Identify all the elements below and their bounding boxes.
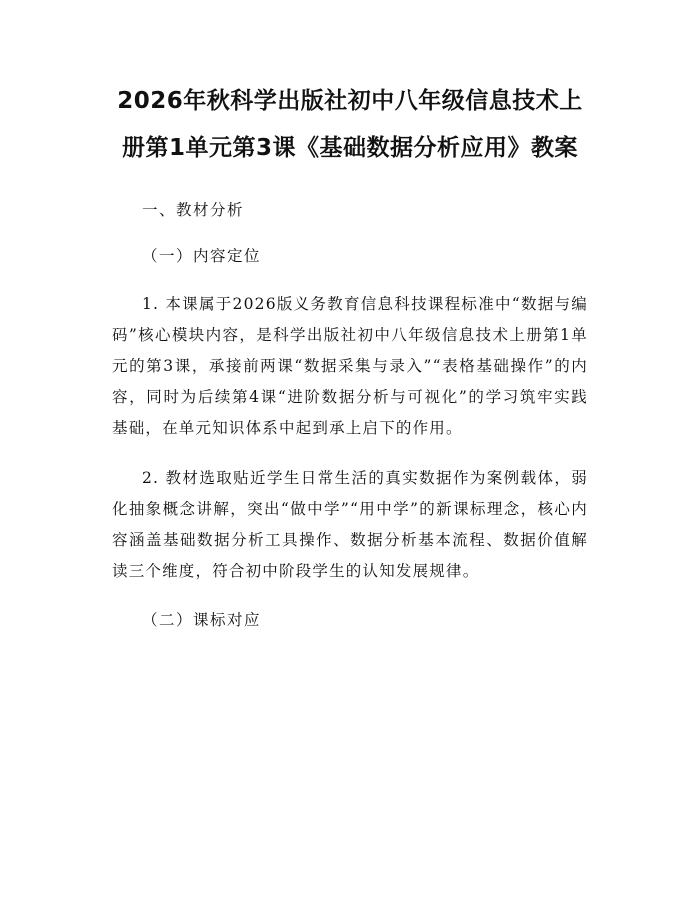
subsection-heading-content-positioning: （一）内容定位 bbox=[142, 247, 262, 265]
paragraph-2: 2. 教材选取贴近学生日常生活的真实数据作为案例载体，弱化抽象概念讲解，突出“做中学”“用中学”的新课标理念，核心内容涵盖基础数据分析工具操作、数据分析基本流程、数据价值解读三个维度，符合初中阶段学生的认知发展规律。 bbox=[112, 469, 588, 580]
subsection-heading-curriculum-standards: （二）课标对应 bbox=[142, 611, 262, 629]
section-heading-textbook-analysis: 一、教材分析 bbox=[142, 201, 245, 219]
document-body bbox=[112, 196, 588, 634]
paragraph-1: 1. 本课属于2026版义务教育信息科技课程标准中“数据与编码”核心模块内容，是科学出版社初中八年级信息技术上册第1单元的第3课，承接前两课“数据采集与录入”“表格基础操作”的内容，同时为后续第4课“进阶数据分析与可视化”的学习筑牢实践基础，在单元知识体系中起到承上启下的作用。 bbox=[112, 295, 588, 437]
document-title: 2026年秋科学出版社初中八年级信息技术上册第1单元第3课《基础数据分析应用》教案 bbox=[117, 88, 583, 161]
